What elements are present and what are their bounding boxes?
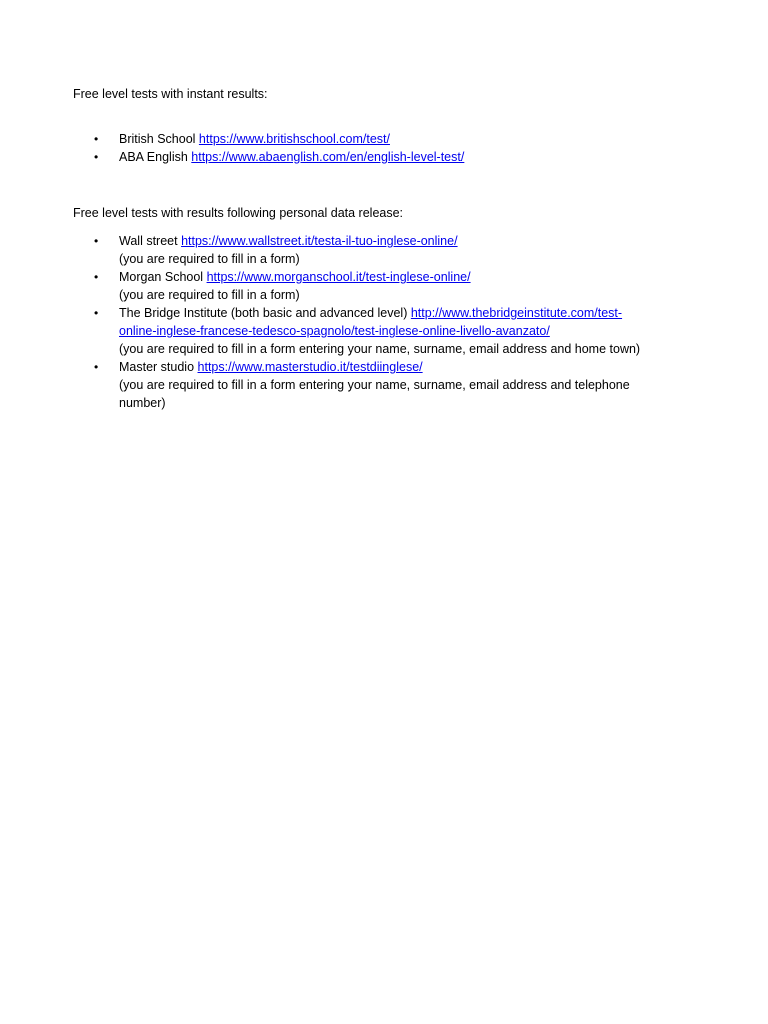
provider-name: Morgan School: [119, 270, 204, 284]
morgan-school-link[interactable]: https://www.morganschool.it/test-inglese-online/: [206, 270, 471, 284]
form-note: (you are required to fill in a form): [119, 252, 300, 266]
provider-name: ABA English: [119, 150, 188, 164]
personal-data-list: [0, 232, 768, 412]
list-item-british-school: [0, 130, 768, 148]
form-note: (you are required to fill in a form entering your name, surname, email address and home town): [119, 342, 641, 356]
provider-name: British School: [119, 132, 196, 146]
provider-name: The Bridge Institute (both basic and advanced level): [119, 306, 408, 320]
form-note: (you are required to fill in a form entering your name, surname, email address and telephone number): [119, 378, 630, 410]
provider-name: Master studio: [119, 360, 195, 374]
instant-results-heading: Free level tests with instant results:: [73, 87, 268, 101]
list-item-aba-english: [0, 148, 768, 166]
bullet-icon: •: [94, 132, 99, 146]
form-note: (you are required to fill in a form): [119, 288, 300, 302]
wall-street-link[interactable]: https://www.wallstreet.it/testa-il-tuo-inglese-online/: [181, 234, 458, 248]
master-studio-link[interactable]: https://www.masterstudio.it/testdiinglese/: [197, 360, 423, 374]
provider-name: Wall street: [119, 234, 178, 248]
bridge-institute-link[interactable]: http://www.thebridgeinstitute.com/test-: [410, 306, 623, 320]
list-item-master-studio: [0, 358, 768, 412]
bullet-icon: •: [94, 306, 99, 320]
british-school-link[interactable]: https://www.britishschool.com/test/: [198, 132, 390, 146]
bridge-institute-link-continued[interactable]: online-inglese-francese-tedesco-spagnolo/test-inglese-online-livello-avanzato/: [119, 324, 550, 338]
bullet-icon: •: [94, 270, 99, 284]
bullet-icon: •: [94, 234, 99, 248]
bullet-icon: •: [94, 150, 99, 164]
list-item-morgan-school: [0, 268, 768, 304]
personal-data-heading: Free level tests with results following personal data release:: [73, 206, 404, 220]
list-item-wall-street: [0, 232, 768, 268]
aba-english-link[interactable]: https://www.abaenglish.com/en/english-level-test/: [191, 150, 465, 164]
bullet-icon: •: [94, 360, 99, 374]
list-item-bridge-institute: [0, 304, 768, 358]
instant-results-list: [0, 130, 768, 166]
